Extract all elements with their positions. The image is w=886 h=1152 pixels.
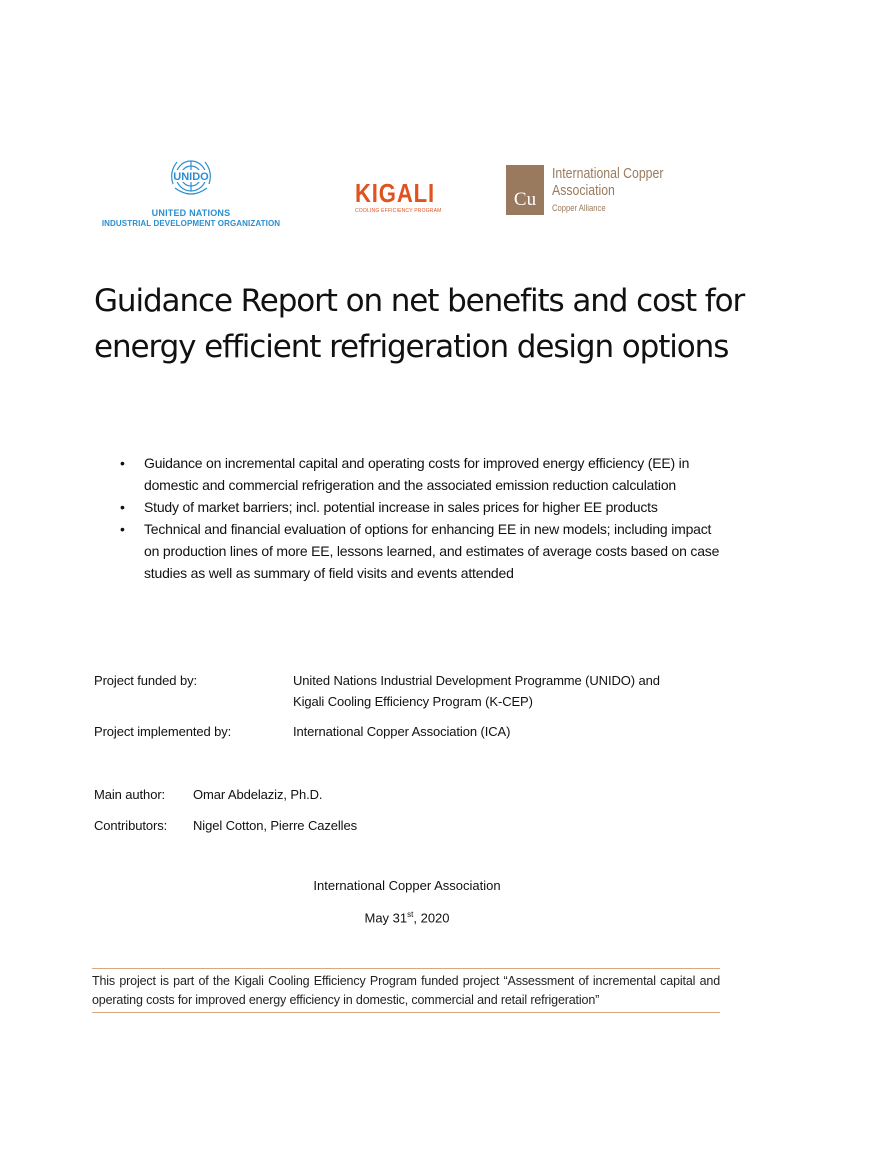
- funded-line1: United Nations Industrial Development Programme (UNIDO) and: [293, 673, 660, 688]
- unido-logo: [96, 154, 286, 228]
- bullet-item: • Study of market barriers; incl. potential increase in sales prices for higher EE products: [120, 496, 730, 518]
- author-value: Omar Abdelaziz, Ph.D.: [193, 787, 323, 802]
- kigali-tagline: COOLING EFFICIENCY PROGRAM: [355, 208, 442, 214]
- un-emblem-icon: [163, 154, 219, 206]
- unido-line2: INDUSTRIAL DEVELOPMENT ORGANIZATION: [101, 219, 281, 228]
- organization-name: International Copper Association: [313, 878, 501, 893]
- ica-line1: International Copper: [552, 165, 664, 182]
- report-date: [94, 910, 720, 925]
- implemented-value: International Copper Association (ICA): [293, 724, 511, 739]
- copper-symbol-icon: Cu: [506, 165, 544, 215]
- bullet-item: • Technical and financial evaluation of options for enhancing EE in new models; including impact on production lines of more EE, lessons learned, and estimates of average costs based on case studies as well as summary of field visits and events attended: [120, 518, 730, 584]
- funded-line2: Kigali Cooling Efficiency Program (K-CEP): [293, 694, 533, 709]
- kigali-logo: [355, 180, 449, 214]
- implemented-label: Project implemented by:: [94, 724, 232, 739]
- footnote: This project is part of the Kigali Cooling Efficiency Program funded project “Assessment of incremental capital and operating costs for improved energy efficiency in domestic, commercial and retail refrigeration”: [92, 968, 720, 1013]
- bullet-item: • Guidance on incremental capital and operating costs for improved energy efficiency (EE) in domestic and commercial refrigeration and the associated emission reduction calculation: [120, 452, 730, 496]
- date-day: May 31: [364, 910, 408, 926]
- date-suffix: st: [407, 910, 414, 919]
- kigali-wordmark: KIGALI: [355, 178, 435, 208]
- ica-line3: Copper Alliance: [552, 203, 606, 213]
- funded-value: [293, 670, 733, 712]
- svg-text:UNIDO: UNIDO: [173, 171, 209, 183]
- summary-bullets: [120, 452, 730, 584]
- date-year: , 2020: [413, 910, 450, 926]
- ica-line2: Association: [552, 182, 615, 199]
- author-label: Main author:: [94, 787, 166, 802]
- contributors-label: Contributors:: [94, 818, 168, 833]
- unido-line1: UNITED NATIONS: [151, 208, 231, 218]
- contributors-value: Nigel Cotton, Pierre Cazelles: [193, 818, 358, 833]
- funded-label: Project funded by:: [94, 673, 197, 688]
- report-title: Guidance Report on net benefits and cost for energy efficient refrigeration design options: [94, 283, 745, 365]
- ica-logo: [506, 165, 688, 215]
